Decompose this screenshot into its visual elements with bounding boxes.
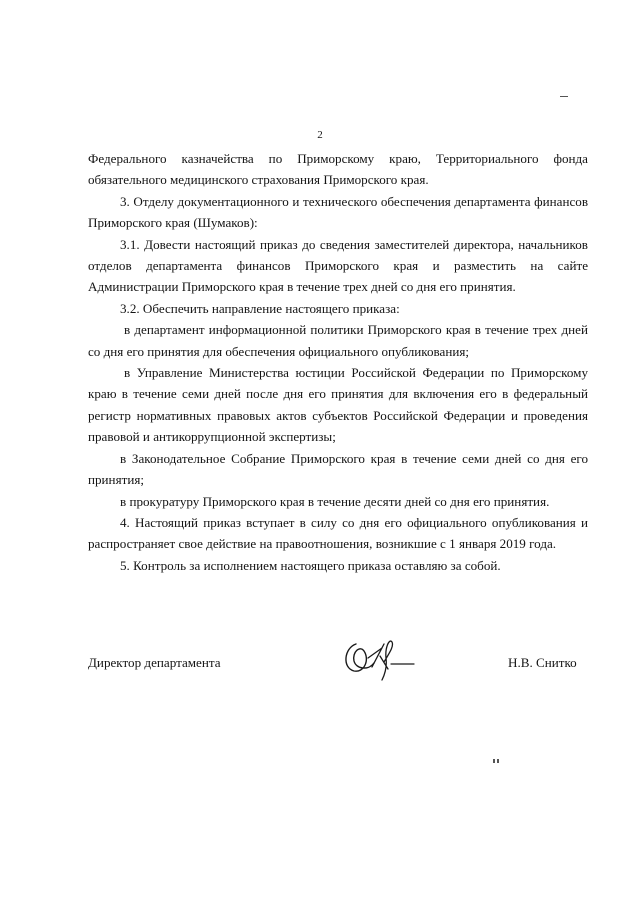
signature-name: Н.В. Снитко [508, 655, 577, 670]
paragraph-prosecutor: в прокуратуру Приморского края в течение десяти дней со дня его принятия. [120, 493, 550, 509]
signature-position-title: Директор департамента [88, 655, 221, 670]
paragraph-justice-ministry: в Управление Министерства юстиции Российской Федерации по Приморскому краю в течение семи дней после дня его принятия для включения его в федеральный регистр нормативных правовых актов субъектов Российской Федерации и проведения правовой и антикоррупционной экспертизы; [88, 365, 588, 445]
scan-speck [497, 759, 499, 763]
document-body [88, 148, 588, 576]
paragraph-item-3: 3. Отделу документационного и технического обеспечения департамента финансов Приморского края (Шумаков): [88, 193, 588, 231]
page-number: 2 [317, 129, 323, 141]
paragraph-info-policy: в департамент информационной политики Приморского края в течение трех дней со дня его принятия для обеспечения официального опубликования; [88, 322, 588, 359]
paragraph-item-3-1: 3.1. Довести настоящий приказ до сведения заместителей директора, начальников отделов департамента финансов Приморского края и разместить на сайте Администрации Приморского края в течение трех дней со дня его принятия. [88, 236, 588, 295]
paragraph-item-5: 5. Контроль за исполнением настоящего приказа оставляю за собой. [120, 557, 501, 573]
scan-speck [560, 96, 568, 97]
scan-speck [493, 759, 495, 763]
paragraph-legislative-assembly: в Законодательное Собрание Приморского края в течение семи дней со дня его принятия; [88, 450, 588, 488]
paragraph-item-3-2: 3.2. Обеспечить направление настоящего приказа: [120, 300, 400, 316]
paragraph-item-4: 4. Настоящий приказ вступает в силу со дня его официального опубликования и распространяет свое действие на правоотношения, возникшие с 1 января 2019 года. [88, 514, 588, 552]
paragraph-continuation: Федерального казначейства по Приморскому краю, Территориального фонда обязательного медицинского страхования Приморского края. [88, 151, 588, 188]
handwritten-signature [338, 634, 418, 682]
